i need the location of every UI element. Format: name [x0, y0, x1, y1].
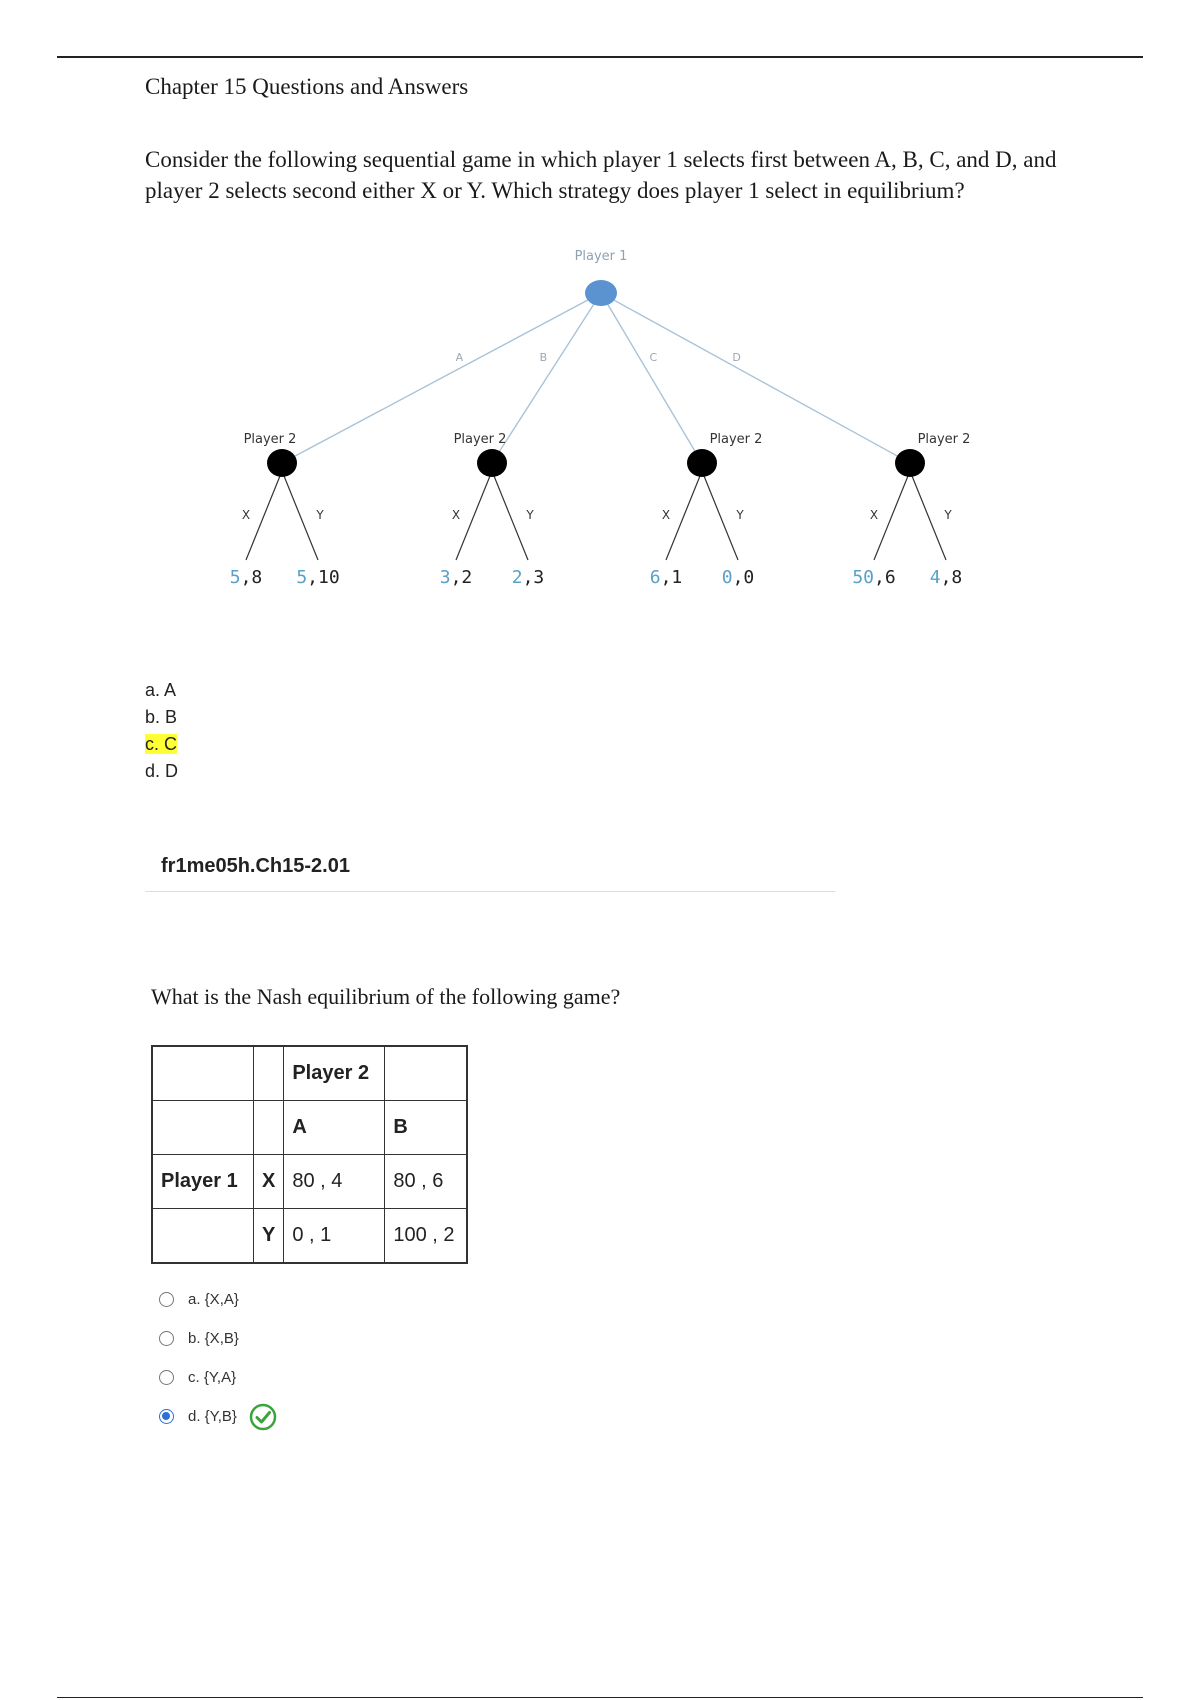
bottom-rule	[57, 1697, 1143, 1698]
player-1-header: Player 1	[152, 1155, 254, 1209]
choice-line-y	[282, 471, 318, 560]
branch-label: C	[649, 351, 658, 364]
option-b[interactable]: b. B	[145, 707, 178, 727]
payoff-table	[151, 1045, 468, 1264]
payoff-label: 5,8	[229, 567, 263, 588]
payoff-y-a: 0 , 1	[284, 1209, 385, 1264]
row-y-header: Y	[254, 1209, 284, 1264]
payoff-label: 0,0	[721, 567, 755, 588]
choice-line-y	[492, 471, 528, 560]
option-x-b[interactable]: b. {X,B}	[159, 1319, 277, 1358]
correct-check-icon	[249, 1403, 277, 1431]
branch-line	[601, 293, 702, 463]
player-2-node	[687, 449, 717, 477]
choice-label-y: Y	[736, 508, 744, 522]
question-2-options	[159, 1280, 277, 1436]
branch-label: B	[539, 351, 548, 364]
payoff-label: 5,10	[296, 567, 340, 588]
option-a[interactable]: a. A	[145, 680, 177, 700]
player-2-node	[895, 449, 925, 477]
choice-line-y	[702, 471, 738, 560]
option-x-a[interactable]: a. {X,A}	[159, 1280, 277, 1319]
game-tree-diagram	[0, 230, 1200, 650]
payoff-label: 3,2	[439, 567, 473, 588]
player-2-label: Player 2	[243, 432, 297, 447]
choice-line-x	[246, 471, 282, 560]
empty-cell	[385, 1046, 468, 1101]
branch-line	[492, 293, 601, 463]
payoff-y-b: 100 , 2	[385, 1209, 468, 1264]
row-x-header: X	[254, 1155, 284, 1209]
choice-label-y: Y	[944, 508, 952, 522]
question-id-divider	[145, 891, 835, 892]
player-2-label: Player 2	[709, 432, 763, 447]
question-2-text: What is the Nash equilibrium of the following game?	[151, 984, 621, 1009]
choice-label-x: X	[661, 508, 671, 522]
player-2-label: Player 2	[453, 432, 507, 447]
player-2-header: Player 2	[284, 1046, 385, 1101]
option-y-b[interactable]: d. {Y,B}	[159, 1397, 277, 1436]
payoff-x-a: 80 , 4	[284, 1155, 385, 1209]
radio-button[interactable]	[159, 1331, 174, 1346]
branch-line	[282, 293, 601, 463]
player-1-node	[585, 280, 617, 306]
branch-label: D	[732, 351, 741, 364]
choice-label-x: X	[869, 508, 879, 522]
payoff-x-b: 80 , 6	[385, 1155, 468, 1209]
choice-line-x	[456, 471, 492, 560]
choice-label-x: X	[241, 508, 251, 522]
player-2-node	[477, 449, 507, 477]
empty-cell	[254, 1101, 284, 1155]
choice-label-x: X	[451, 508, 461, 522]
choice-line-x	[874, 471, 910, 560]
highlighted-answer: c. C	[145, 734, 178, 754]
player-1-label: Player 1	[574, 249, 628, 264]
choice-line-x	[666, 471, 702, 560]
payoff-label: 50,6	[852, 567, 896, 588]
option-d[interactable]: d. D	[145, 761, 179, 781]
radio-button[interactable]	[159, 1292, 174, 1307]
choice-line-y	[910, 471, 946, 560]
question-1-text: Consider the following sequential game in which player 1 selects first between A, B, C, and D, and player 2 selects second either X or Y. Which strategy does player 1 select in equilibrium?	[145, 147, 1057, 203]
empty-cell	[152, 1209, 254, 1264]
chapter-title: Chapter 15 Questions and Answers	[145, 74, 469, 99]
top-rule	[57, 56, 1143, 58]
empty-cell	[254, 1046, 284, 1101]
player-2-node	[267, 449, 297, 477]
question-1-options	[145, 677, 178, 785]
choice-label-y: Y	[526, 508, 534, 522]
question-id: fr1me05h.Ch15-2.01	[161, 855, 350, 877]
player-2-label: Player 2	[917, 432, 971, 447]
option-c[interactable]	[145, 731, 178, 758]
payoff-label: 6,1	[649, 567, 683, 588]
choice-label-y: Y	[316, 508, 324, 522]
payoff-label: 4,8	[929, 567, 963, 588]
column-a-header: A	[284, 1101, 385, 1155]
radio-button-selected[interactable]	[159, 1409, 174, 1424]
empty-cell	[152, 1101, 254, 1155]
branch-label: A	[455, 351, 464, 364]
column-b-header: B	[385, 1101, 468, 1155]
payoff-label: 2,3	[511, 567, 545, 588]
empty-cell	[152, 1046, 254, 1101]
radio-button[interactable]	[159, 1370, 174, 1385]
option-y-a[interactable]: c. {Y,A}	[159, 1358, 277, 1397]
